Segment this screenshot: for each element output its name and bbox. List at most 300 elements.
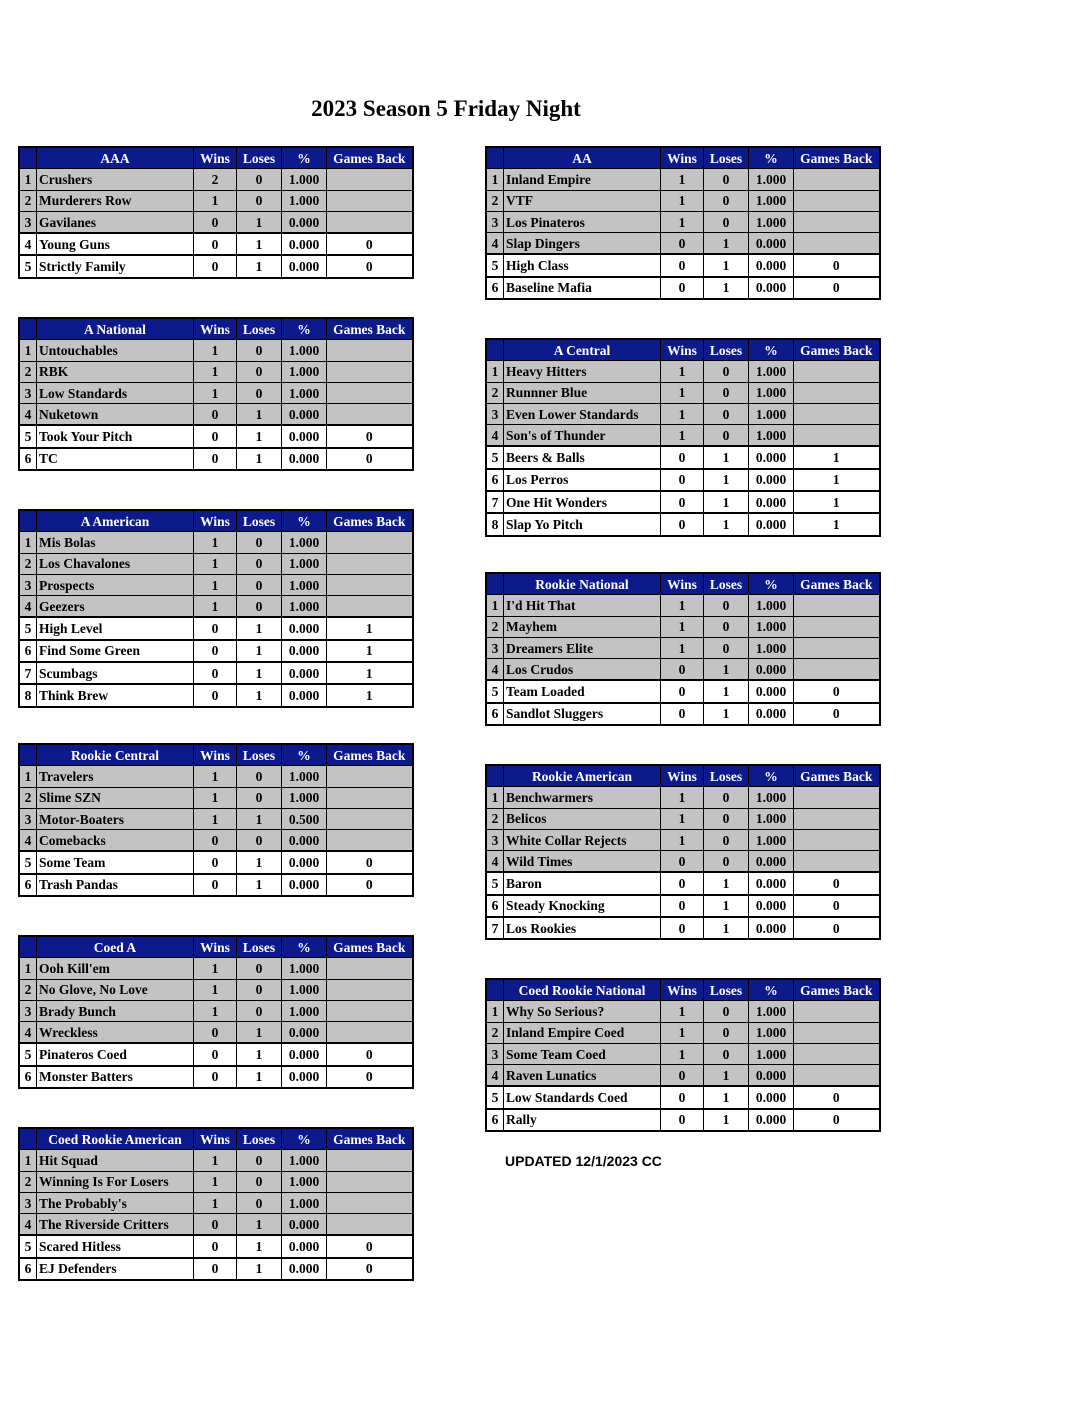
rank-header: [19, 510, 37, 532]
table-row: [486, 469, 880, 491]
loses: 0: [704, 851, 749, 873]
rank: 4: [19, 404, 37, 426]
wins: 0: [194, 404, 237, 426]
loses: 1: [237, 1066, 282, 1088]
table-row: [19, 787, 413, 808]
win-pct: 1.000: [282, 1192, 327, 1213]
team-name: Mayhem: [504, 616, 661, 637]
team-name: Slap Dingers: [504, 233, 661, 255]
win-pct: 1.000: [282, 1171, 327, 1192]
wins: 0: [194, 1043, 237, 1065]
rank: 5: [19, 617, 37, 639]
team-name: Prospects: [37, 574, 194, 595]
loses: 0: [704, 1022, 749, 1043]
loses: 1: [237, 1043, 282, 1065]
games-back: 0: [327, 1066, 413, 1088]
wins: 0: [661, 851, 704, 873]
games-back: 0: [327, 1043, 413, 1065]
win-pct: 1.000: [282, 190, 327, 211]
rank: 5: [486, 254, 504, 276]
table-row: [486, 277, 880, 299]
team-name: Crushers: [37, 169, 194, 190]
wins: 1: [661, 361, 704, 382]
games-back: 0: [794, 895, 880, 917]
team-name: Belicos: [504, 808, 661, 829]
win-pct: 0.000: [282, 211, 327, 233]
wins: 1: [194, 1192, 237, 1213]
win-pct: 1.000: [749, 808, 794, 829]
team-name: Murderers Row: [37, 190, 194, 211]
wins-header: Wins: [661, 573, 704, 595]
win-pct: 0.000: [282, 640, 327, 662]
win-pct: 1.000: [749, 787, 794, 808]
games-back: 1: [327, 617, 413, 639]
games-back: [327, 1192, 413, 1213]
wins: 0: [661, 895, 704, 917]
rank: 5: [486, 680, 504, 702]
team-name: Low Standards Coed: [504, 1086, 661, 1108]
table-row: [486, 851, 880, 873]
loses: 0: [237, 1192, 282, 1213]
loses: 0: [237, 340, 282, 361]
games-back: [327, 553, 413, 574]
wins: 1: [661, 1022, 704, 1043]
table-row: [19, 830, 413, 852]
wins: 1: [661, 403, 704, 424]
rank: 7: [19, 662, 37, 684]
rank-header: [19, 744, 37, 766]
loses: 0: [704, 403, 749, 424]
team-name: One Hit Wonders: [504, 491, 661, 513]
table-row: [486, 446, 880, 468]
rank: 1: [486, 1001, 504, 1022]
games-back: [794, 808, 880, 829]
team-name: Hit Squad: [37, 1150, 194, 1171]
games-back: [794, 1065, 880, 1087]
pct-header: %: [749, 765, 794, 787]
games-back: [327, 808, 413, 829]
table-row: [486, 1065, 880, 1087]
rank: 1: [486, 361, 504, 382]
loses: 1: [704, 233, 749, 255]
rank: 8: [19, 684, 37, 706]
team-name: Some Team: [37, 851, 194, 873]
team-name: EJ Defenders: [37, 1258, 194, 1280]
rank: 6: [19, 640, 37, 662]
wins: 1: [661, 829, 704, 850]
win-pct: 0.000: [749, 851, 794, 873]
table-row: [19, 211, 413, 233]
games-back: [327, 979, 413, 1000]
loses: 1: [704, 917, 749, 939]
rank: 3: [19, 211, 37, 233]
games-back: [794, 829, 880, 850]
rank: 6: [19, 1066, 37, 1088]
team-name: Sandlot Sluggers: [504, 703, 661, 725]
table-row: [486, 361, 880, 382]
loses: 0: [704, 361, 749, 382]
team-name: Comebacks: [37, 830, 194, 852]
pct-header: %: [749, 573, 794, 595]
loses: 1: [704, 703, 749, 725]
games-back: [794, 1001, 880, 1022]
wins-header: Wins: [661, 979, 704, 1001]
rank: 4: [486, 233, 504, 255]
team-name: High Level: [37, 617, 194, 639]
loses: 1: [237, 1022, 282, 1044]
rank: 3: [19, 1000, 37, 1021]
games-back: [794, 169, 880, 190]
rank: 2: [486, 190, 504, 211]
rank: 2: [486, 382, 504, 403]
wins-header: Wins: [194, 318, 237, 340]
loses: 1: [237, 404, 282, 426]
games-back: [327, 574, 413, 595]
table-row: [486, 659, 880, 681]
table-row: [19, 1000, 413, 1021]
win-pct: 0.000: [282, 617, 327, 639]
loses: 1: [237, 851, 282, 873]
pct-header: %: [282, 744, 327, 766]
wins: 1: [661, 1043, 704, 1064]
win-pct: 0.000: [282, 1066, 327, 1088]
loses: 1: [704, 469, 749, 491]
win-pct: 1.000: [282, 340, 327, 361]
table-row: [486, 1043, 880, 1064]
wins: 1: [194, 382, 237, 403]
loses: 1: [237, 1258, 282, 1280]
table-row: [19, 1043, 413, 1065]
games-back-header: Games Back: [327, 510, 413, 532]
loses: 1: [704, 513, 749, 535]
table-row: [19, 532, 413, 553]
loses: 1: [704, 659, 749, 681]
table-row: [19, 640, 413, 662]
games-back-header: Games Back: [327, 147, 413, 169]
games-back: [327, 361, 413, 382]
games-back: [794, 233, 880, 255]
games-back: [794, 637, 880, 658]
rank: 3: [19, 382, 37, 403]
loses-header: Loses: [237, 510, 282, 532]
rank-header: [486, 573, 504, 595]
win-pct: 0.000: [749, 895, 794, 917]
loses: 0: [704, 169, 749, 190]
table-row: [19, 662, 413, 684]
standings-table-coed-rookie-national: [485, 978, 881, 1132]
wins: 0: [194, 1022, 237, 1044]
win-pct: 1.000: [749, 1022, 794, 1043]
standings-table-a-central: [485, 338, 881, 537]
wins: 0: [194, 1066, 237, 1088]
table-row: [486, 382, 880, 403]
rank: 3: [19, 574, 37, 595]
win-pct: 0.000: [749, 872, 794, 894]
games-back: [327, 830, 413, 852]
win-pct: 0.000: [282, 662, 327, 684]
wins: 1: [194, 574, 237, 595]
win-pct: 1.000: [749, 829, 794, 850]
rank: 4: [486, 851, 504, 873]
team-name: Inland Empire: [504, 169, 661, 190]
table-row: [19, 255, 413, 277]
loses: 0: [704, 808, 749, 829]
pct-header: %: [282, 510, 327, 532]
rank: 4: [19, 1214, 37, 1236]
loses: 0: [704, 616, 749, 637]
rank: 5: [19, 851, 37, 873]
division-name: Rookie American: [504, 765, 661, 787]
loses: 0: [237, 169, 282, 190]
loses: 0: [237, 596, 282, 618]
team-name: Monster Batters: [37, 1066, 194, 1088]
team-name: The Riverside Critters: [37, 1214, 194, 1236]
division-name: Coed Rookie National: [504, 979, 661, 1001]
wins: 0: [194, 1235, 237, 1257]
wins: 0: [661, 659, 704, 681]
win-pct: 1.000: [282, 361, 327, 382]
games-back: 0: [794, 277, 880, 299]
loses: 1: [237, 1235, 282, 1257]
games-back: 0: [327, 874, 413, 896]
team-name: Think Brew: [37, 684, 194, 706]
pct-header: %: [282, 147, 327, 169]
loses: 1: [704, 277, 749, 299]
wins: 0: [194, 1258, 237, 1280]
table-row: [19, 1171, 413, 1192]
team-name: Son's of Thunder: [504, 425, 661, 447]
wins: 1: [661, 616, 704, 637]
games-back-header: Games Back: [327, 936, 413, 958]
rank: 3: [486, 1043, 504, 1064]
win-pct: 0.000: [749, 277, 794, 299]
games-back: 1: [327, 640, 413, 662]
division-name: Rookie Central: [37, 744, 194, 766]
games-back: [794, 616, 880, 637]
games-back: [794, 659, 880, 681]
wins: 0: [661, 872, 704, 894]
table-row: [19, 190, 413, 211]
wins-header: Wins: [194, 936, 237, 958]
loses: 1: [237, 617, 282, 639]
rank: 6: [486, 1109, 504, 1131]
wins: 0: [661, 1086, 704, 1108]
team-name: Trash Pandas: [37, 874, 194, 896]
division-name: Rookie National: [504, 573, 661, 595]
loses: 1: [237, 874, 282, 896]
standings-table-aa: [485, 146, 881, 300]
team-name: Took Your Pitch: [37, 425, 194, 447]
rank: 2: [19, 1171, 37, 1192]
games-back: [327, 766, 413, 787]
table-row: [486, 872, 880, 894]
games-back: [794, 1043, 880, 1064]
loses: 1: [704, 1086, 749, 1108]
loses: 1: [704, 1065, 749, 1087]
rank: 1: [19, 532, 37, 553]
loses: 1: [237, 425, 282, 447]
games-back: [794, 211, 880, 232]
games-back: [327, 169, 413, 190]
games-back: [327, 596, 413, 618]
rank-header: [19, 147, 37, 169]
standings-table-aaa: [18, 146, 414, 279]
loses-header: Loses: [704, 573, 749, 595]
standings-table-a-american: [18, 509, 414, 708]
win-pct: 1.000: [749, 637, 794, 658]
table-row: [486, 703, 880, 725]
loses: 1: [704, 895, 749, 917]
wins: 0: [194, 255, 237, 277]
loses: 0: [237, 382, 282, 403]
loses: 0: [237, 1150, 282, 1171]
wins: 1: [194, 979, 237, 1000]
win-pct: 1.000: [749, 1043, 794, 1064]
win-pct: 1.000: [282, 958, 327, 979]
team-name: Wreckless: [37, 1022, 194, 1044]
games-back: [327, 404, 413, 426]
games-back: [794, 787, 880, 808]
rank: 5: [486, 1086, 504, 1108]
rank-header: [486, 147, 504, 169]
wins: 0: [661, 513, 704, 535]
games-back: 0: [327, 255, 413, 277]
team-name: Winning Is For Losers: [37, 1171, 194, 1192]
loses: 0: [704, 637, 749, 658]
win-pct: 0.000: [282, 874, 327, 896]
loses: 0: [237, 830, 282, 852]
loses: 1: [704, 872, 749, 894]
team-name: Beers & Balls: [504, 446, 661, 468]
team-name: Los Perros: [504, 469, 661, 491]
table-row: [486, 1086, 880, 1108]
games-back: 0: [794, 680, 880, 702]
rank: 6: [486, 469, 504, 491]
wins-header: Wins: [194, 510, 237, 532]
table-row: [19, 1258, 413, 1280]
win-pct: 0.000: [749, 513, 794, 535]
games-back: 1: [794, 513, 880, 535]
win-pct: 0.000: [749, 659, 794, 681]
loses: 0: [237, 190, 282, 211]
win-pct: 1.000: [749, 425, 794, 447]
win-pct: 1.000: [282, 979, 327, 1000]
rank: 1: [19, 340, 37, 361]
win-pct: 0.000: [749, 1109, 794, 1131]
games-back: [327, 532, 413, 553]
table-row: [486, 1001, 880, 1022]
win-pct: 1.000: [282, 574, 327, 595]
table-row: [19, 1066, 413, 1088]
games-back: 0: [794, 254, 880, 276]
table-row: [486, 233, 880, 255]
games-back: [327, 340, 413, 361]
loses-header: Loses: [704, 339, 749, 361]
wins: 0: [194, 662, 237, 684]
win-pct: 0.000: [282, 255, 327, 277]
team-name: Runnner Blue: [504, 382, 661, 403]
team-name: I'd Hit That: [504, 595, 661, 616]
table-row: [19, 596, 413, 618]
table-row: [19, 361, 413, 382]
loses: 0: [704, 211, 749, 232]
wins-header: Wins: [194, 1128, 237, 1150]
wins: 1: [661, 808, 704, 829]
win-pct: 1.000: [749, 361, 794, 382]
wins: 0: [661, 233, 704, 255]
team-name: Benchwarmers: [504, 787, 661, 808]
win-pct: 1.000: [749, 1001, 794, 1022]
games-back: [327, 1214, 413, 1236]
table-row: [486, 1022, 880, 1043]
loses: 1: [704, 491, 749, 513]
wins: 1: [661, 211, 704, 232]
games-back-header: Games Back: [327, 1128, 413, 1150]
wins: 0: [661, 703, 704, 725]
table-row: [19, 1150, 413, 1171]
rank-header: [19, 318, 37, 340]
team-name: Inland Empire Coed: [504, 1022, 661, 1043]
team-name: Young Guns: [37, 233, 194, 255]
rank: 5: [486, 872, 504, 894]
team-name: Motor-Boaters: [37, 808, 194, 829]
games-back: [794, 382, 880, 403]
wins: 0: [661, 254, 704, 276]
division-name: A National: [37, 318, 194, 340]
games-back: 1: [794, 469, 880, 491]
win-pct: 1.000: [749, 190, 794, 211]
rank: 4: [19, 1022, 37, 1044]
rank: 5: [19, 425, 37, 447]
standings-table-coed-a: [18, 935, 414, 1089]
standings-table-rookie-american: [485, 764, 881, 940]
loses: 0: [237, 766, 282, 787]
team-name: Wild Times: [504, 851, 661, 873]
rank: 4: [19, 233, 37, 255]
loses-header: Loses: [237, 318, 282, 340]
table-row: [486, 403, 880, 424]
team-name: Some Team Coed: [504, 1043, 661, 1064]
team-name: Scumbags: [37, 662, 194, 684]
rank: 2: [19, 553, 37, 574]
loses-header: Loses: [237, 147, 282, 169]
team-name: Los Chavalones: [37, 553, 194, 574]
loses-header: Loses: [237, 1128, 282, 1150]
games-back: 0: [794, 703, 880, 725]
team-name: TC: [37, 448, 194, 470]
table-row: [486, 595, 880, 616]
rank: 7: [486, 491, 504, 513]
team-name: Steady Knocking: [504, 895, 661, 917]
table-row: [19, 874, 413, 896]
wins: 1: [661, 169, 704, 190]
loses: 1: [237, 640, 282, 662]
loses: 1: [237, 448, 282, 470]
team-name: Heavy Hitters: [504, 361, 661, 382]
team-name: Brady Bunch: [37, 1000, 194, 1021]
division-name: A Central: [504, 339, 661, 361]
games-back: [327, 1171, 413, 1192]
games-back: 0: [327, 1235, 413, 1257]
table-row: [19, 574, 413, 595]
rank: 2: [486, 1022, 504, 1043]
division-name: Coed A: [37, 936, 194, 958]
table-row: [19, 684, 413, 706]
division-name: AAA: [37, 147, 194, 169]
team-name: Find Some Green: [37, 640, 194, 662]
games-back: [794, 851, 880, 873]
wins-header: Wins: [194, 744, 237, 766]
